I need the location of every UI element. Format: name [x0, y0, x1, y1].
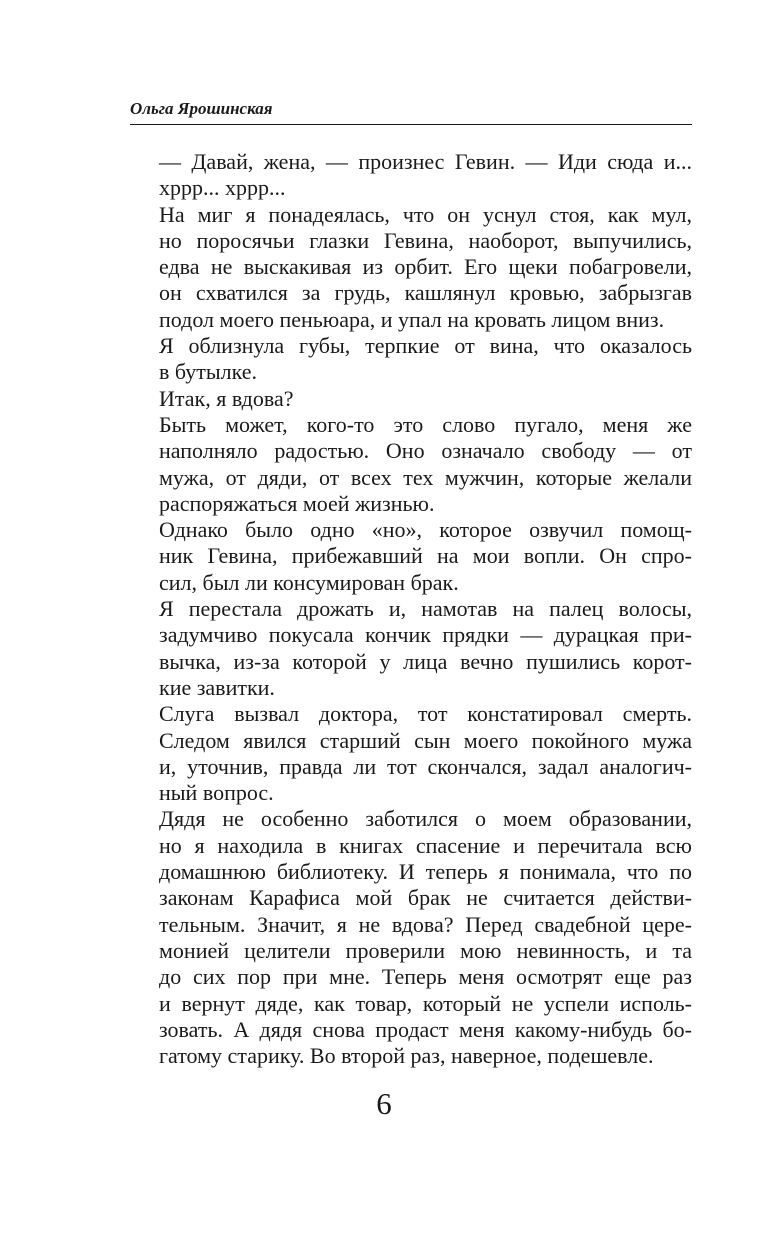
text-line: законам Карафиса мой брак не считается действи-: [159, 885, 692, 911]
text-line: мужа, от дяди, от всех тех мужчин, которые желали: [159, 464, 692, 490]
text-line: но поросячьи глазки Гевина, наоборот, выпучились,: [159, 227, 692, 253]
text-line: и вернут дяде, как товар, который не успели исполь-: [159, 990, 692, 1016]
text-line: гатому старику. Во второй раз, наверное, подешевле.: [159, 1043, 654, 1069]
text-line: тельным. Значит, я не вдова? Перед свадебной цере-: [159, 911, 692, 937]
text-line: Слуга вызвал доктора, тот констатировал смерть.: [159, 701, 692, 727]
paragraph-8: [130, 701, 692, 806]
text-line: Однако было одно «но», которое озвучил помощ-: [159, 517, 692, 543]
text-line: задумчиво покусала кончик прядки — дурацкая при-: [159, 622, 692, 648]
text-line: вычка, из-за которой у лица вечно пушились корот-: [159, 648, 692, 674]
text-line: до сих пор при мне. Теперь меня осмотрят еще раз: [159, 964, 692, 990]
text-line: сил, был ли консумирован брак.: [159, 569, 459, 595]
paragraph-2: [130, 202, 692, 333]
paragraph-5: [130, 412, 692, 517]
page-number: 6: [376, 1086, 392, 1121]
text-line: в бутылке.: [159, 359, 258, 385]
paragraph-4: [130, 386, 692, 412]
text-line: Я облизнула губы, терпкие от вина, что оказалось: [159, 333, 692, 359]
text-line: На миг я понадеялась, что он уснул стоя, как мул,: [159, 201, 692, 227]
text-line: и, уточнив, правда ли тот скончался, задал аналогич-: [159, 753, 692, 779]
text-line: домашнюю библиотеку. И теперь я понимала, что по: [159, 859, 692, 885]
header-rule: [130, 124, 692, 125]
text-line: наполняло радостью. Оно означало свободу — от: [159, 438, 692, 464]
text-line: Следом явился старший сын моего покойного мужа: [159, 727, 692, 753]
paragraph-7: [130, 596, 692, 701]
text-line: едва не выскакивая из орбит. Его щеки побагровели,: [159, 254, 692, 280]
paragraph-6: [130, 517, 692, 596]
text-line: Дядя не особенно заботился о моем образовании,: [159, 806, 692, 832]
text-line: монией целители проверили мою невинность, и та: [159, 937, 692, 963]
paragraph-3: [130, 333, 692, 386]
text-line: Я перестала дрожать и, намотав на палец волосы,: [159, 596, 692, 622]
text-line: — Давай, жена, — произнес Гевин. — Иди сюда и...: [159, 149, 692, 174]
text-line: он схватился за грудь, кашлянул кровью, забрызгав: [159, 280, 692, 306]
paragraph-1: [130, 149, 692, 202]
running-head-author: Ольга Ярошинская: [130, 99, 273, 118]
text-line: зовать. А дядя снова продаст меня какому-нибудь бо-: [159, 1016, 692, 1042]
paragraph-9: [130, 806, 692, 1069]
body-text: [130, 149, 692, 1069]
text-line: хррр... хррр...: [159, 175, 286, 201]
text-line: кие завитки.: [159, 674, 275, 700]
text-line: Итак, я вдова?: [159, 385, 294, 411]
text-line: Быть может, кого-то это слово пугало, меня же: [159, 411, 692, 437]
text-line: но я находила в книгах спасение и перечитала всю: [159, 832, 692, 858]
text-line: подол моего пеньюара, и упал на кровать лицом вниз.: [159, 306, 665, 332]
text-line: распоряжаться моей жизнью.: [159, 490, 435, 516]
text-line: ный вопрос.: [159, 780, 274, 806]
text-line: ник Гевина, прибежавший на мои вопли. Он спро-: [159, 543, 692, 569]
